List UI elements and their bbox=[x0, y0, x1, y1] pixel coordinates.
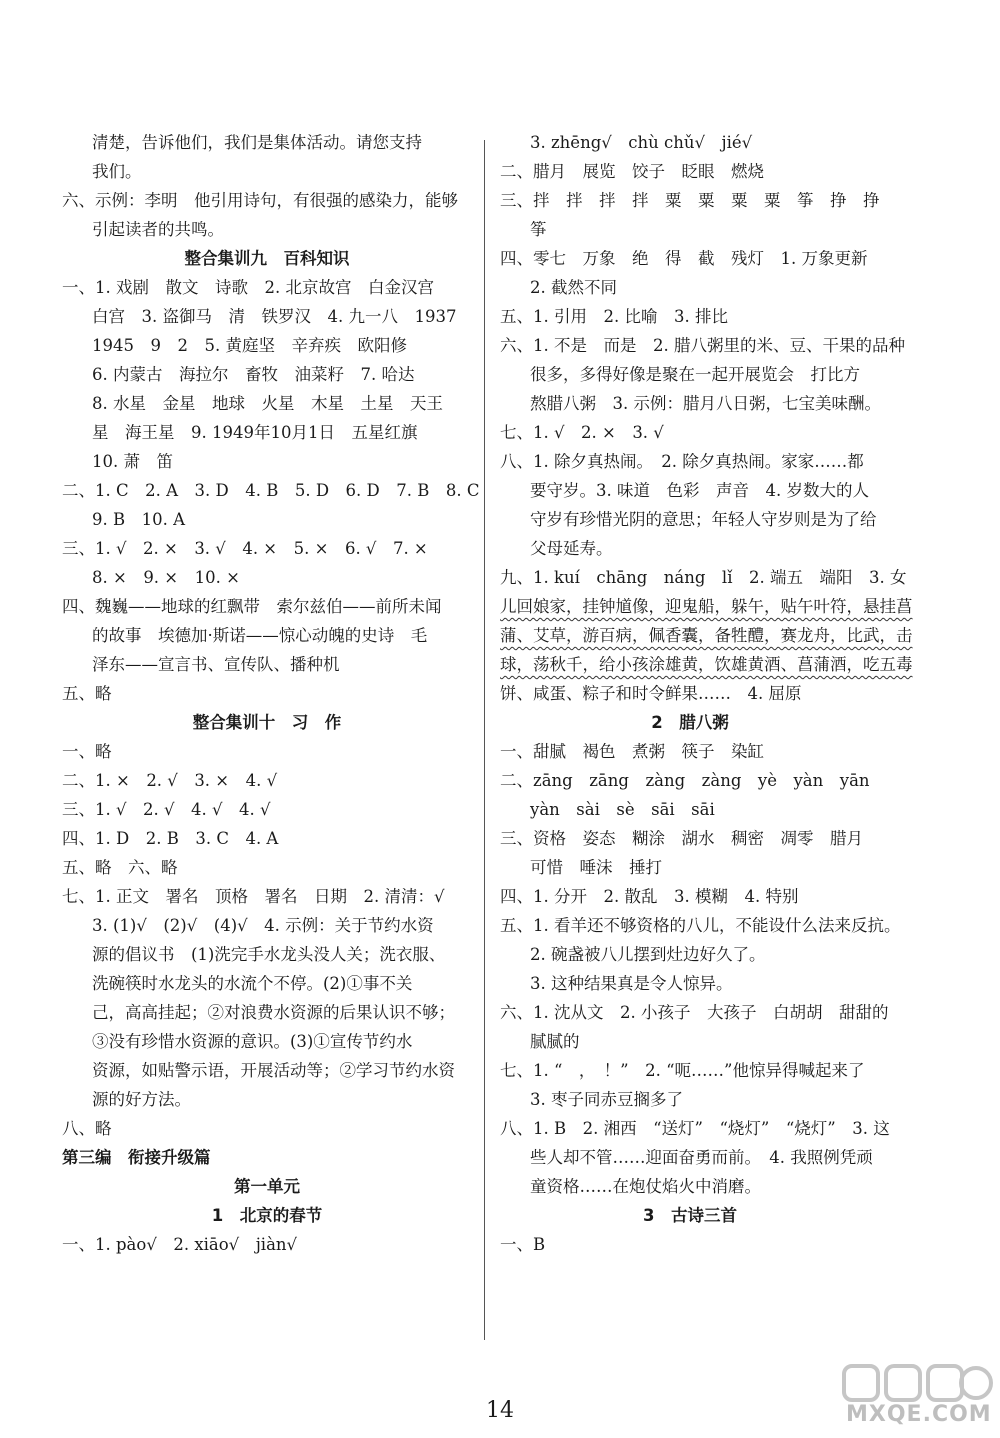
right-line-18: 蒲、艾草，游百病，佩香囊，备牲醴，赛龙舟，比武，击 bbox=[500, 626, 913, 645]
right-line-3: 三、拌 拌 拌 拌 粟 粟 粟 粟 筝 挣 挣 bbox=[500, 191, 880, 210]
left-column bbox=[62, 128, 480, 1259]
left-line-28: 3. (1)√ (2)√ (4)√ 4. 示例：关于节约水资 bbox=[92, 916, 434, 935]
left-line-1: 清楚，告诉他们，我们是集体活动。请您支持 bbox=[92, 133, 422, 152]
right-line-9: 很多，多得好像是聚在一起开展览会 打比方 bbox=[530, 365, 860, 384]
left-line-19: 泽东——宣言书、宣传队、播种机 bbox=[92, 655, 340, 674]
answer-logo-icon bbox=[836, 1362, 996, 1406]
left-line-33: 资源，如贴警示语，开展活动等；②学习节约水资 bbox=[92, 1061, 455, 1080]
left-line-38: 1 北京的春节 bbox=[211, 1206, 323, 1225]
left-line-29: 源的倡议书 (1)洗完手水龙头没人关；洗衣服、 bbox=[92, 945, 446, 964]
right-line-15: 父母延寿。 bbox=[530, 539, 613, 558]
right-line-19: 球，荡秋千，给小孩涂雄黄，饮雄黄酒、菖蒲酒，吃五毒 bbox=[500, 655, 913, 674]
left-line-8: 1945 9 2 5. 黄庭坚 辛弃疾 欧阳修 bbox=[92, 336, 407, 355]
left-line-6: 一、1. 戏剧 散文 诗歌 2. 北京故宫 白金汉宫 bbox=[62, 278, 434, 297]
left-line-32: ③没有珍惜水资源的意识。(3)①宣传节约水 bbox=[92, 1032, 413, 1051]
right-line-11: 七、1. √ 2. × 3. √ bbox=[500, 423, 664, 442]
right-line-21: 2 腊八粥 bbox=[651, 713, 729, 732]
left-line-31: 己，高高挂起；②对浪费水资源的后果认识不够； bbox=[92, 1003, 455, 1022]
page-number-text: 14 bbox=[486, 1398, 514, 1423]
right-line-38: 3 古诗三首 bbox=[643, 1206, 737, 1225]
left-line-37: 第一单元 bbox=[234, 1177, 300, 1196]
left-line-20: 五、略 bbox=[62, 684, 112, 703]
left-line-35: 八、略 bbox=[62, 1119, 112, 1138]
right-line-13: 要守岁。3. 味道 色彩 声音 4. 岁数大的人 bbox=[530, 481, 869, 500]
right-line-35: 八、1. B 2. 湘西 “送灯” “烧灯” “烧灯” 3. 这 bbox=[500, 1119, 890, 1138]
left-line-12: 10. 萧 笛 bbox=[92, 452, 173, 471]
left-line-39: 一、1. pào√ 2. xiāo√ jiàn√ bbox=[62, 1235, 298, 1254]
left-line-26: 五、略 六、略 bbox=[62, 858, 178, 877]
left-line-17: 四、魏巍——地球的红飘带 索尔兹伯——前所未闻 bbox=[62, 597, 442, 616]
right-line-31: 六、1. 沈从文 2. 小孩子 大孩子 白胡胡 甜甜的 bbox=[500, 1003, 889, 1022]
right-line-6: 2. 截然不同 bbox=[530, 278, 617, 297]
right-line-39: 一、B bbox=[500, 1235, 546, 1254]
left-line-4: 引起读者的共鸣。 bbox=[92, 220, 224, 239]
right-line-10: 熬腊八粥 3. 示例：腊月八日粥，七宝美味酬。 bbox=[530, 394, 881, 413]
left-line-7: 白宫 3. 盗御马 清 铁罗汉 4. 九一八 1937 bbox=[92, 307, 457, 326]
right-line-29: 2. 碗盏被八儿摆到灶边好久了。 bbox=[530, 945, 766, 964]
right-line-7: 五、1. 引用 2. 比喻 3. 排比 bbox=[500, 307, 728, 326]
watermark-text: MXQE.COM bbox=[846, 1402, 992, 1427]
left-line-16: 8. × 9. × 10. × bbox=[92, 568, 240, 587]
left-line-18: 的故事 埃德加·斯诺——惊心动魄的史诗 毛 bbox=[92, 626, 428, 645]
right-line-27: 四、1. 分开 2. 散乱 3. 模糊 4. 特别 bbox=[500, 887, 799, 906]
right-line-23: 二、zāng zāng zàng zàng yè yàn yān bbox=[500, 771, 870, 790]
left-line-10: 8. 水星 金星 地球 火星 木星 土星 天王 bbox=[92, 394, 443, 413]
right-line-5: 四、零七 万象 绝 得 截 残灯 1. 万象更新 bbox=[500, 249, 868, 268]
watermark bbox=[836, 1362, 996, 1434]
right-line-25: 三、资格 姿态 糊涂 湖水 稠密 凋零 腊月 bbox=[500, 829, 863, 848]
right-line-26: 可惜 唾沫 捶打 bbox=[530, 858, 662, 877]
right-line-37: 童资格……在炮仗焰火中消磨。 bbox=[530, 1177, 761, 1196]
right-line-24: yàn sài sè sāi sāi bbox=[530, 800, 715, 819]
right-line-4: 筝 bbox=[530, 220, 547, 239]
left-line-13: 二、1. C 2. A 3. D 4. B 5. D 6. D 7. B 8. C bbox=[62, 481, 480, 500]
right-line-20: 饼、咸蛋、粽子和时令鲜果…… 4. 屈原 bbox=[500, 684, 802, 703]
right-line-30: 3. 这种结果真是令人惊异。 bbox=[530, 974, 733, 993]
left-line-34: 源的好方法。 bbox=[92, 1090, 191, 1109]
left-line-21: 整合集训十 习 作 bbox=[192, 713, 342, 732]
right-line-28: 五、1. 看羊还不够资格的八儿，不能设什么法来反抗。 bbox=[500, 916, 901, 935]
left-line-11: 星 海王星 9. 1949年10月1日 五星红旗 bbox=[92, 423, 418, 442]
right-column bbox=[500, 128, 913, 1259]
left-line-2: 我们。 bbox=[92, 162, 142, 181]
left-line-24: 三、1. √ 2. √ 4. √ 4. √ bbox=[62, 800, 271, 819]
left-line-15: 三、1. √ 2. × 3. √ 4. × 5. × 6. √ 7. × bbox=[62, 539, 428, 558]
right-line-8: 六、1. 不是 而是 2. 腊八粥里的米、豆、干果的品种 bbox=[500, 336, 905, 355]
right-line-22: 一、甜腻 褐色 煮粥 筷子 染缸 bbox=[500, 742, 764, 761]
left-line-3: 六、示例：李明 他引用诗句，有很强的感染力，能够 bbox=[62, 191, 458, 210]
left-line-5: 整合集训九 百科知识 bbox=[184, 249, 350, 268]
right-line-12: 八、1. 除夕真热闹。 2. 除夕真热闹。家家……都 bbox=[500, 452, 864, 471]
left-line-23: 二、1. × 2. √ 3. × 4. √ bbox=[62, 771, 278, 790]
left-line-36: 第三编 衔接升级篇 bbox=[62, 1148, 211, 1167]
right-line-16: 九、1. kuí chāng náng lǐ 2. 端五 端阳 3. 女 bbox=[500, 568, 907, 587]
left-line-25: 四、1. D 2. B 3. C 4. A bbox=[62, 829, 279, 848]
right-line-33: 七、1. “ ， ！” 2. “呃……”他惊异得喊起来了 bbox=[500, 1061, 865, 1080]
left-line-9: 6. 内蒙古 海拉尔 畜牧 油菜籽 7. 哈达 bbox=[92, 365, 415, 384]
left-line-22: 一、略 bbox=[62, 742, 112, 761]
column-divider bbox=[484, 140, 485, 1340]
right-line-34: 3. 枣子同赤豆搁多了 bbox=[530, 1090, 683, 1109]
right-line-1: 3. zhēng√ chù chǔ√ jié√ bbox=[530, 133, 753, 152]
right-line-17: 儿回娘家，挂钟馗像，迎鬼船，躲午，贴午叶符，悬挂菖 bbox=[500, 597, 913, 616]
right-line-36: 些人却不管……迎面奋勇而前。 4. 我照例凭顽 bbox=[530, 1148, 873, 1167]
left-line-30: 洗碗筷时水龙头的水流个不停。(2)①事不关 bbox=[92, 974, 413, 993]
left-line-27: 七、1. 正文 署名 顶格 署名 日期 2. 清清：√ bbox=[62, 887, 445, 906]
right-line-2: 二、腊月 展览 饺子 眨眼 燃烧 bbox=[500, 162, 764, 181]
left-line-14: 9. B 10. A bbox=[92, 510, 186, 529]
right-line-32: 腻腻的 bbox=[530, 1032, 580, 1051]
right-line-14: 守岁有珍惜光阴的意思；年轻人守岁则是为了给 bbox=[530, 510, 877, 529]
